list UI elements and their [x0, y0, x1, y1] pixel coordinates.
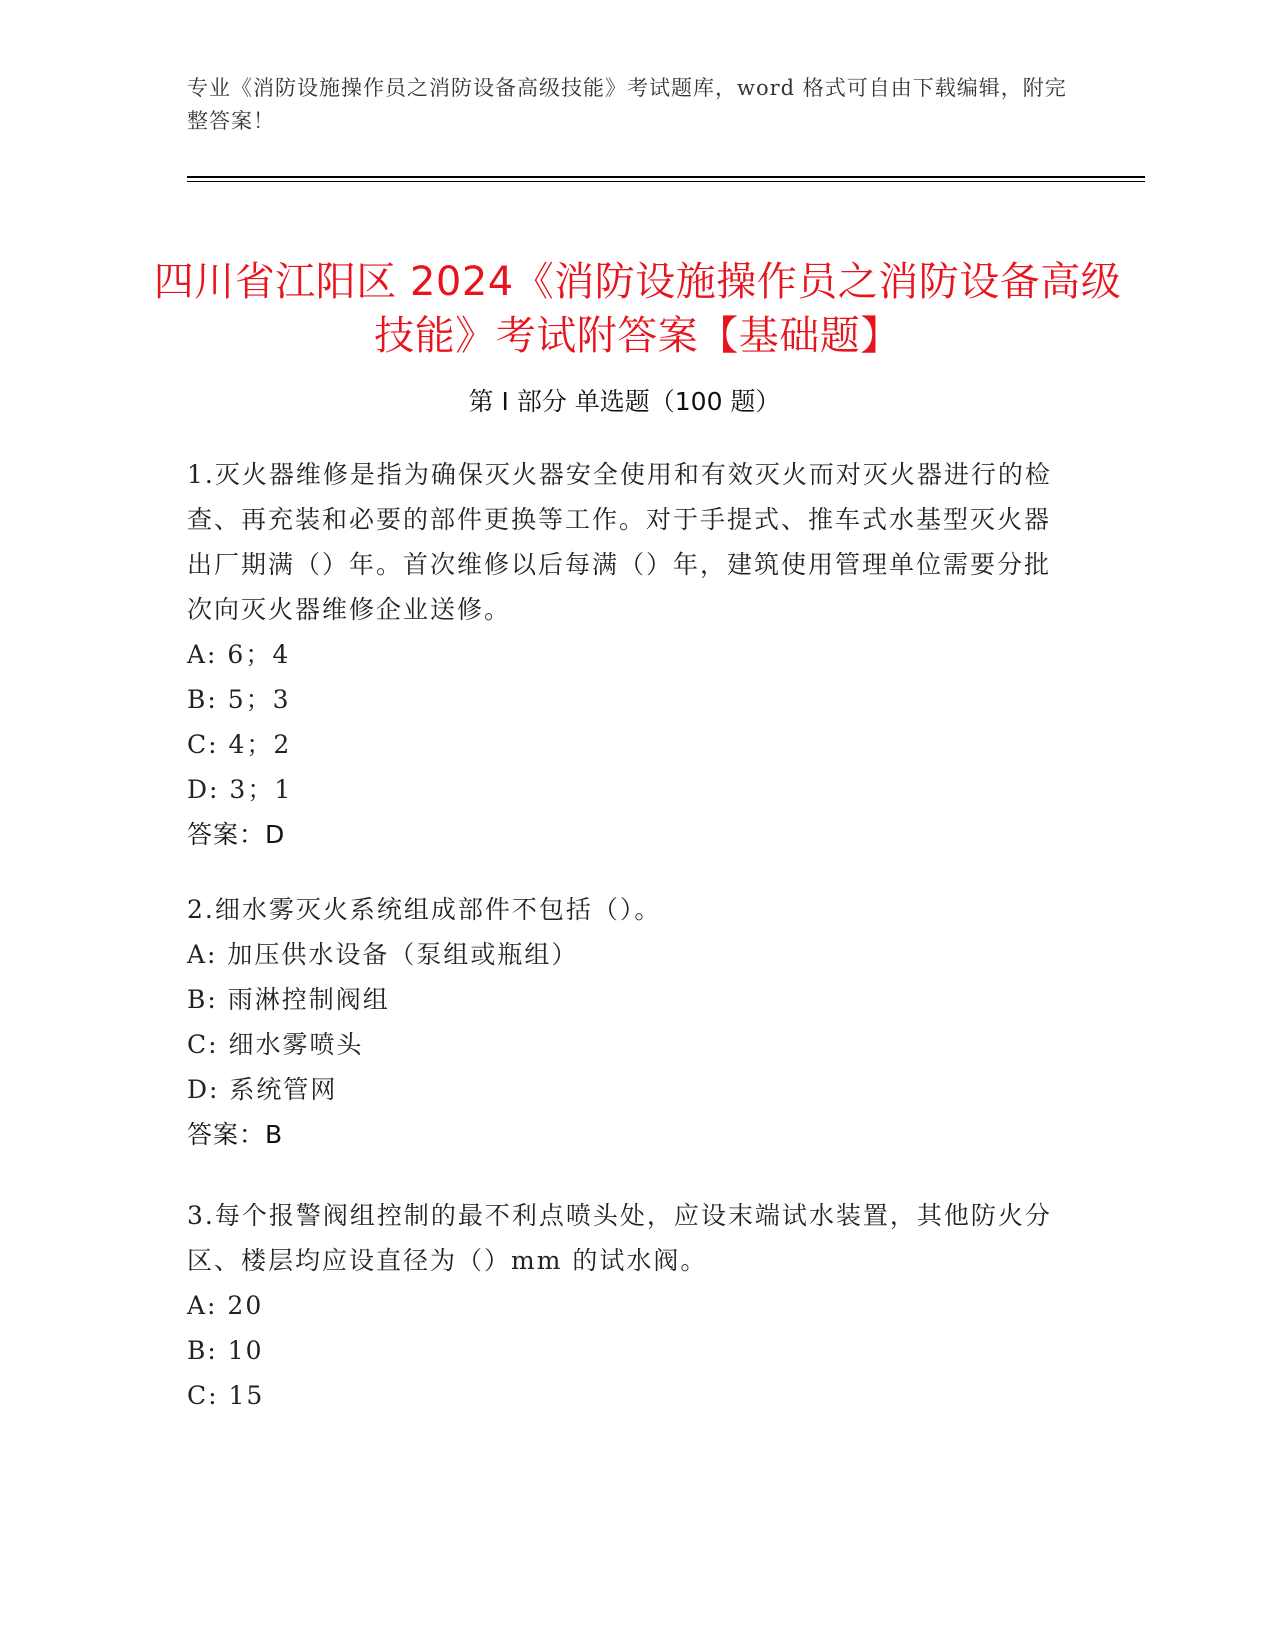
option-b: B: 5；3 — [187, 685, 291, 714]
answer-line: 答案：D — [187, 820, 286, 849]
question-1 — [187, 452, 1067, 857]
document-title: 四川省江阳区 2024《消防设施操作员之消防设备高级技能》考试附答案【基础题】 — [153, 258, 1122, 359]
option-b: B: 10 — [187, 1336, 264, 1365]
question-stem: 3.每个报警阀组控制的最不利点喷头处，应设末端试水装置，其他防火分区、楼层均应设直径为（）mm 的试水阀。 — [187, 1201, 1052, 1275]
option-c: C: 细水雾喷头 — [187, 1030, 364, 1059]
option-c: C: 15 — [187, 1381, 265, 1410]
option-a: A: 加压供水设备（泵组或瓶组） — [187, 940, 579, 969]
header-note: 专业《消防设施操作员之消防设备高级技能》考试题库，word 格式可自由下载编辑，附完整答案！ — [187, 76, 1067, 133]
question-3 — [187, 1193, 1067, 1418]
option-d: D: 系统管网 — [187, 1075, 338, 1104]
question-2 — [187, 887, 1067, 1157]
option-b: B: 雨淋控制阀组 — [187, 985, 390, 1014]
section-title: 第 I 部分 单选题（100 题） — [468, 387, 781, 416]
question-stem: 1.灭火器维修是指为确保灭火器安全使用和有效灭火而对灭火器进行的检查、再充装和必要的部件更换等工作。对于手提式、推车式水基型灭火器出厂期满（）年。首次维修以后每满（）年，建筑使用管理单位需要分批次向灭火器维修企业送修。 — [187, 460, 1052, 624]
header-divider-thin — [187, 181, 1145, 182]
question-stem: 2.细水雾灭火系统组成部件不包括（）。 — [187, 895, 662, 924]
option-d: D: 3；1 — [187, 775, 293, 804]
option-a: A: 6；4 — [187, 640, 291, 669]
header-divider-thick — [187, 176, 1145, 178]
option-a: A: 20 — [187, 1291, 264, 1320]
option-c: C: 4；2 — [187, 730, 292, 759]
answer-line: 答案：B — [187, 1120, 284, 1149]
